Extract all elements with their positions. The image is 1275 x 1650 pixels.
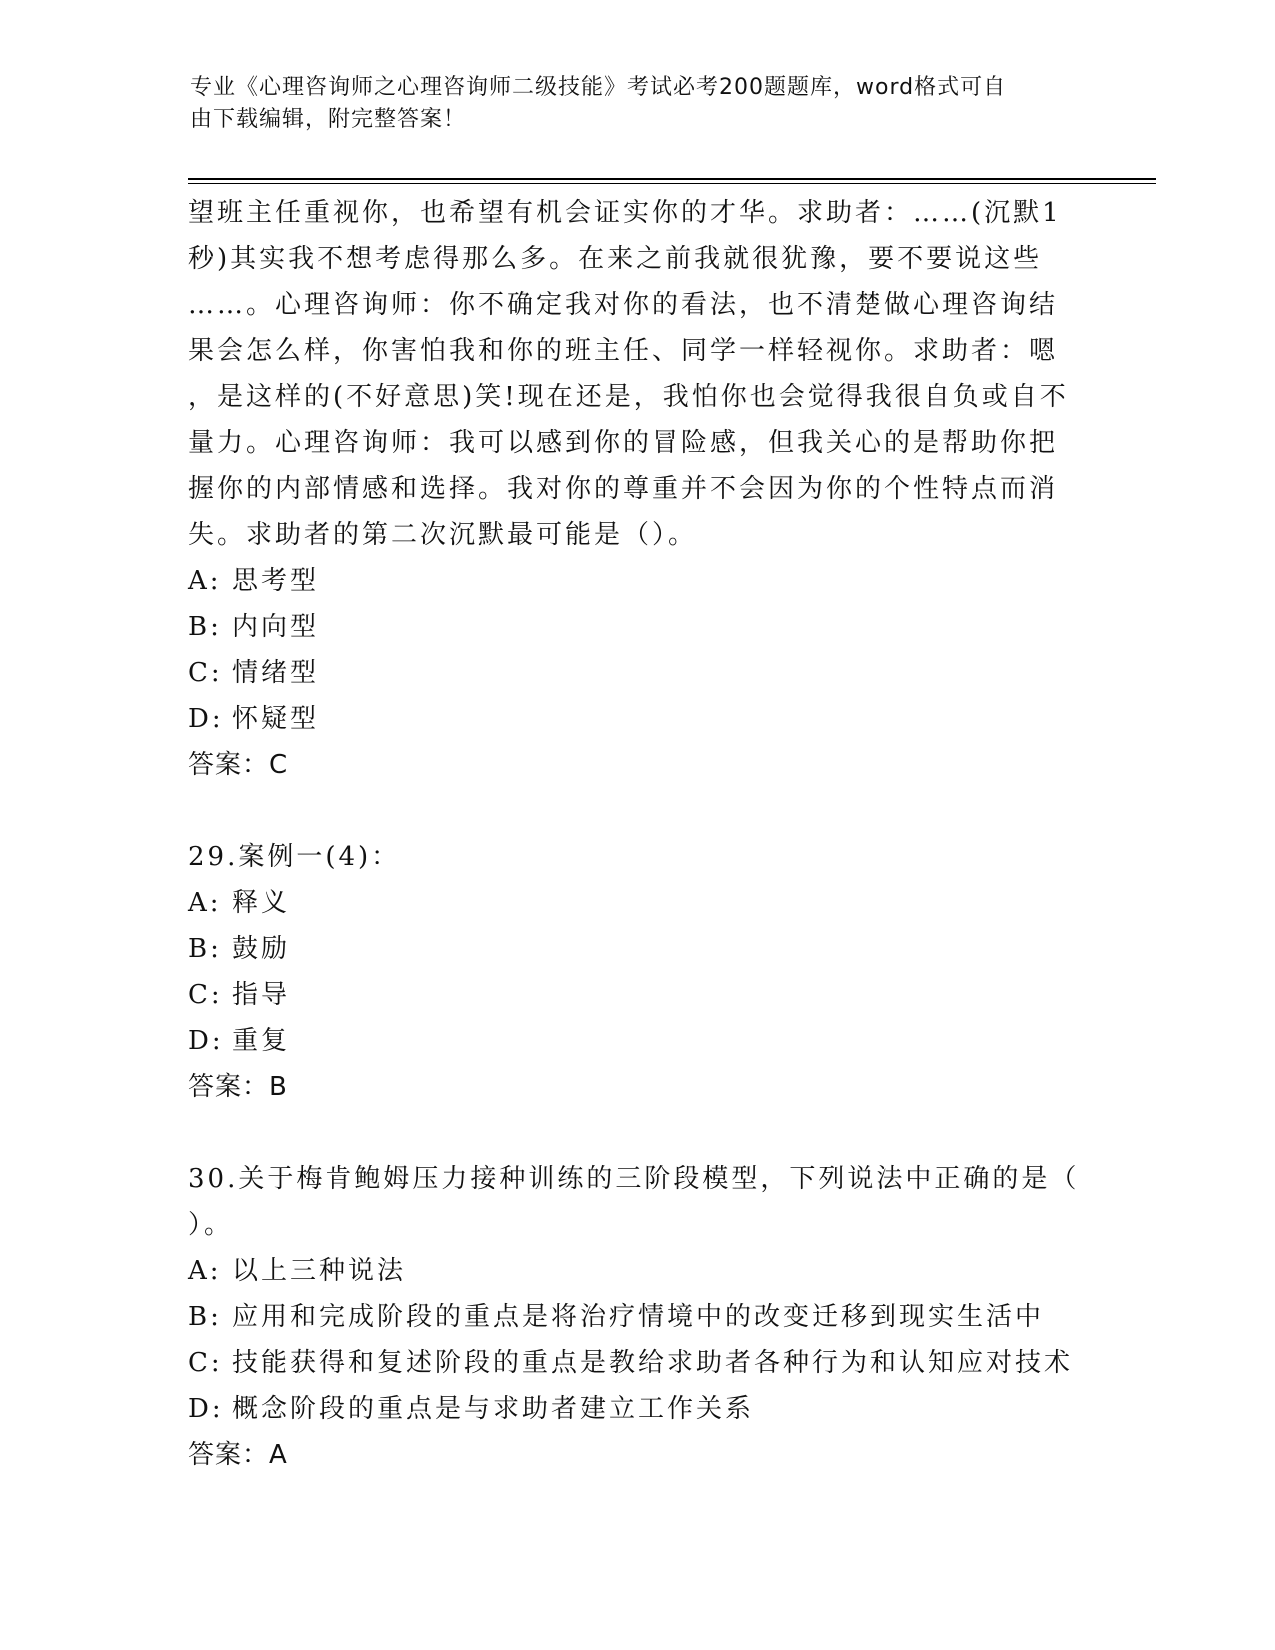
q28-line-7: 握你的内部情感和选择。我对你的尊重并不会因为你的个性特点而消 [188, 474, 1059, 504]
spacer [188, 1110, 1088, 1156]
question-28 [188, 190, 1088, 788]
header-rule-thick [188, 178, 1156, 180]
header-rule-thin [188, 183, 1156, 184]
q28-line-3: ……。心理咨询师：你不确定我对你的看法，也不清楚做心理咨询结 [188, 290, 1059, 320]
q28-option-a: A: 思考型 [188, 566, 320, 596]
q30-title-line-2: ）。 [188, 1210, 234, 1240]
question-30 [188, 1156, 1088, 1478]
q28-line-8: 失。求助者的第二次沉默最可能是（）。 [188, 520, 698, 550]
spacer [188, 788, 1088, 834]
q29-option-c: C: 指导 [188, 980, 291, 1010]
page-header [190, 72, 1070, 136]
q30-title-line-1: 30.关于梅肯鲍姆压力接种训练的三阶段模型，下列说法中正确的是（ [188, 1164, 1080, 1194]
q28-line-5: ，是这样的(不好意思)笑!现在还是，我怕你也会觉得我很自负或自不 [188, 382, 1069, 412]
q28-line-1: 望班主任重视你，也希望有机会证实你的才华。求助者：……(沉默1 [188, 198, 1062, 228]
q30-option-a: A: 以上三种说法 [188, 1256, 407, 1286]
question-content [188, 190, 1088, 1478]
q28-line-4: 果会怎么样，你害怕我和你的班主任、同学一样轻视你。求助者：嗯 [188, 336, 1059, 366]
q28-option-d: D: 怀疑型 [188, 704, 320, 734]
q28-answer: 答案：C [188, 750, 289, 780]
q29-option-a: A: 释义 [188, 888, 291, 918]
q30-answer: 答案：A [188, 1440, 288, 1470]
header-line-1: 专业《心理咨询师之心理咨询师二级技能》考试必考200题题库，word格式可自 [190, 75, 1007, 100]
q29-option-d: D: 重复 [188, 1026, 291, 1056]
q28-option-c: C: 情绪型 [188, 658, 320, 688]
q30-option-b: B: 应用和完成阶段的重点是将治疗情境中的改变迁移到现实生活中 [188, 1302, 1045, 1332]
q30-option-c: C: 技能获得和复述阶段的重点是教给求助者各种行为和认知应对技术 [188, 1348, 1074, 1378]
header-line-2: 由下载编辑，附完整答案！ [190, 107, 467, 132]
q30-option-d: D: 概念阶段的重点是与求助者建立工作关系 [188, 1394, 755, 1424]
q28-option-b: B: 内向型 [188, 612, 320, 642]
q29-title: 29.案例一(4)： [188, 842, 401, 872]
q29-option-b: B: 鼓励 [188, 934, 291, 964]
q28-line-2: 秒)其实我不想考虑得那么多。在来之前我就很犹豫，要不要说这些 [188, 244, 1043, 274]
q29-answer: 答案：B [188, 1072, 288, 1102]
question-29 [188, 834, 1088, 1110]
q28-line-6: 量力。心理咨询师：我可以感到你的冒险感，但我关心的是帮助你把 [188, 428, 1059, 458]
